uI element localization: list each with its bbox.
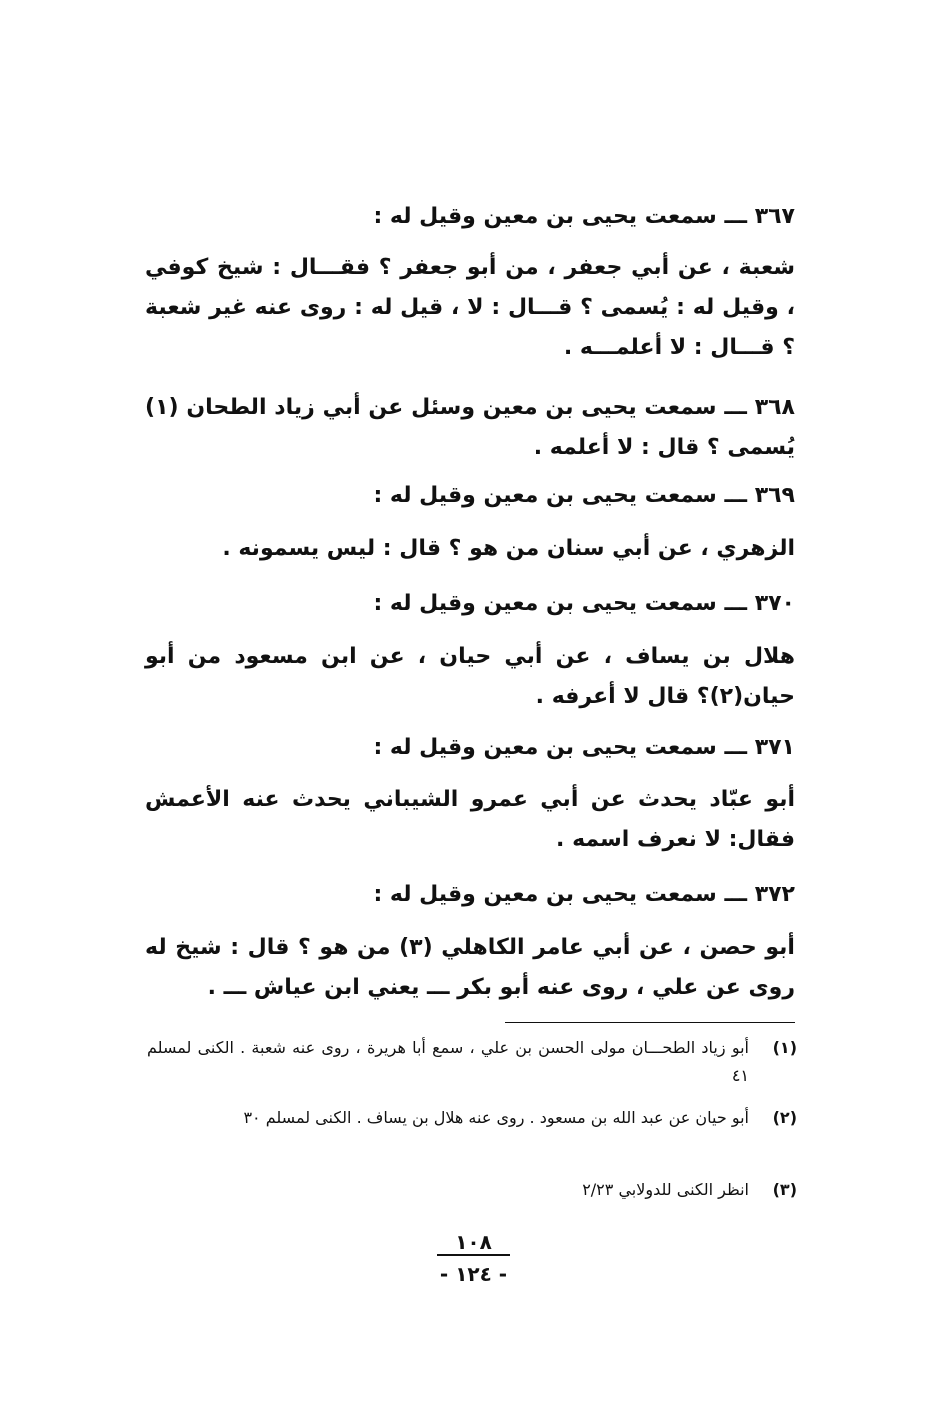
entry-372-heading: ٣٧٢ ـــ سمعت يحيى بن معين وقيل له : — [373, 882, 795, 907]
entry-369-heading: ٣٦٩ ـــ سمعت يحيى بن معين وقيل له : — [373, 483, 795, 508]
footnote-3 — [147, 1176, 797, 1204]
footnote-2 — [147, 1104, 797, 1132]
footnote-marker: (٣) — [772, 1180, 797, 1199]
entry-367-heading: ٣٦٧ ـــ سمعت يحيى بن معين وقيل له : — [373, 204, 795, 229]
footnote-text: أبو زياد الطحـــان مولى الحسن بن علي ، سمع أبا هريرة ، روى عنه شعبة . الكنى لمسلم ٤١ — [147, 1038, 749, 1085]
entry-371-heading: ٣٧١ ـــ سمعت يحيى بن معين وقيل له : — [373, 735, 795, 760]
entry-371-body: أبو عبّاد يحدث عن أبي عمرو الشيباني يحدث عنه الأعمش فقال: لا نعرف اسمه . — [145, 787, 795, 852]
entry-368-body: ٣٦٨ ـــ سمعت يحيى بن معين وسئل عن أبي زياد الطحان (١) يُسمى ؟ قال : لا أعلمه . — [145, 395, 795, 460]
footnote-text: انظر الكنى للدولابي ٢/٢٣ — [582, 1180, 749, 1199]
page-number-upper — [0, 1230, 947, 1254]
page-number-upper-text: ١٠٨ — [437, 1230, 510, 1256]
entry-367-body: شعبة ، عن أبي جعفر ، من أبو جعفر ؟ فقـــال : شيخ كوفي ، وقيل له : يُسمى ؟ قـــال : لا ، قيل له : روى عنه غير شعبة ؟ قـــال : لا أعلمـــه . — [145, 255, 795, 360]
footnote-marker: (٢) — [772, 1108, 797, 1127]
page-number-lower: - ١٢٤ - — [439, 1262, 508, 1286]
entry-369-body: الزهري ، عن أبي سنان من هو ؟ قال : ليس يسمونه . — [222, 536, 795, 561]
entry-370-body: هلال بن يساف ، عن أبي حيان ، عن ابن مسعود من أبو حيان(٢)؟ قال لا أعرفه . — [145, 644, 795, 709]
footnote-marker: (١) — [772, 1038, 797, 1057]
entry-370-heading: ٣٧٠ ـــ سمعت يحيى بن معين وقيل له : — [373, 591, 795, 616]
entry-372-body: أبو حصن ، عن أبي عامر الكاهلي (٣) من هو ؟ قال : شيخ له روى عن علي ، روى عنه أبو بكر ـــ يعني ابن عياش ـــ . — [145, 935, 795, 1000]
footnote-text: أبو حيان عن عبد الله بن مسعود . روى عنه هلال بن يساف . الكنى لمسلم ٣٠ — [243, 1108, 749, 1127]
footnote-divider — [505, 1022, 795, 1023]
footnote-1 — [147, 1034, 797, 1090]
